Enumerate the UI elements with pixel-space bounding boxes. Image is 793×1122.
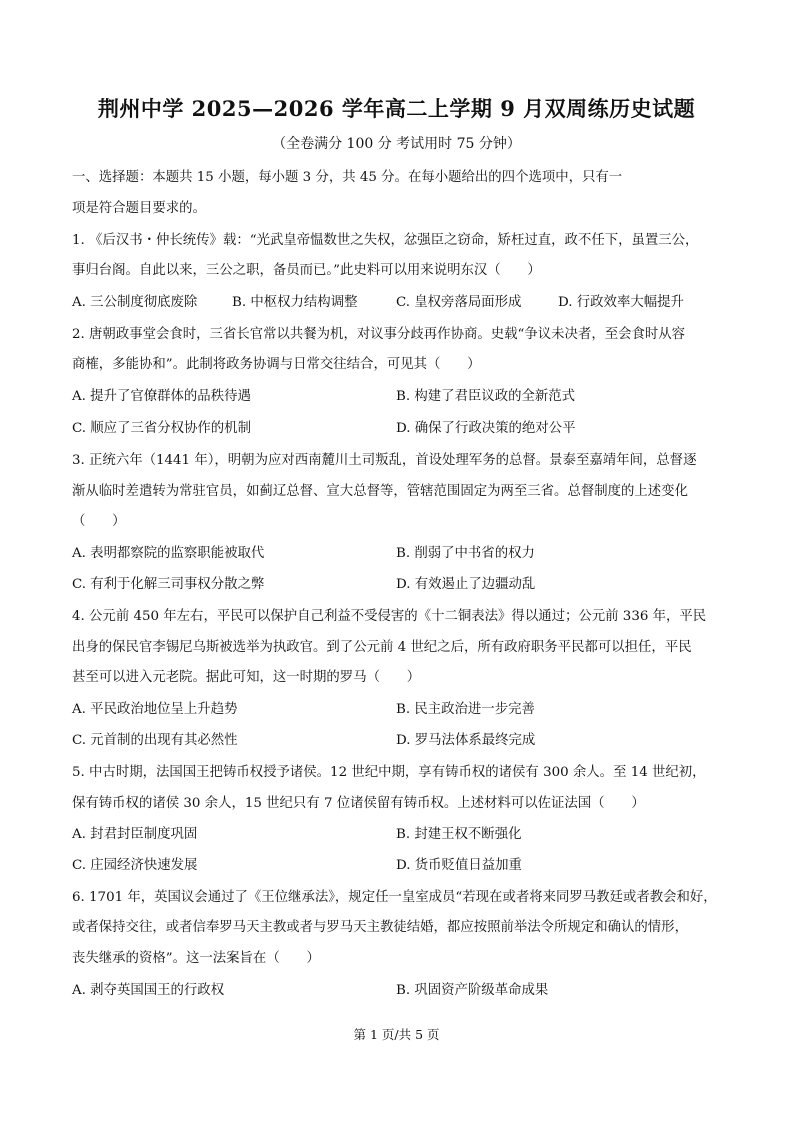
question-3-option-c: C. 有利于化解三司事权分散之弊 [72, 577, 265, 592]
question-2-option-d: D. 确保了行政决策的绝对公平 [396, 421, 576, 436]
question-4-option-c: C. 元首制的出现有其必然性 [72, 733, 238, 748]
question-5-option-d: D. 货币贬值日益加重 [396, 858, 522, 873]
exam-subtitle: （全卷满分 100 分 考试用时 75 分钟） [272, 136, 521, 152]
question-3-option-a: A. 表明都察院的监察职能被取代 [72, 546, 265, 561]
question-5-line-2: 保有铸币权的诸侯 30 余人，15 世纪只有 7 位诸侯留有铸币权。上述材料可以佐证法国（ ） [72, 796, 645, 811]
question-3-option-d: D. 有效遏止了边疆动乱 [396, 577, 536, 592]
question-2-line-1: 2. 唐朝政事堂会食时，三省长官常以共餐为机，对议事分歧再作协商。史载“争议未决者，至会食时从容 [72, 327, 686, 342]
question-2-option-b: B. 构建了君臣议政的全新范式 [396, 389, 576, 404]
question-6-line-3: 丧失继承的资格”。这一法案旨在（ ） [72, 951, 320, 966]
question-2-line-2: 商榷，多能协和”。此制将政务协调与日常交往结合，可见其（ ） [72, 357, 481, 372]
question-4-option-a: A. 平民政治地位呈上升趋势 [72, 702, 238, 717]
question-4-line-2: 出身的保民官李锡尼乌斯被选举为执政官。到了公元前 4 世纪之后，所有政府职务平民都可以担任，平民 [72, 640, 692, 655]
question-3-line-1: 3. 正统六年（1441 年），明朝为应对西南麓川土司叛乱，首设处理军务的总督。景泰至嘉靖年间，总督逐 [72, 453, 697, 468]
question-6-option-b: B. 巩固资产阶级革命成果 [396, 983, 549, 998]
question-1-option-c: C. 皇权旁落局面形成 [396, 295, 522, 310]
question-1-option-d: D. 行政效率大幅提升 [558, 295, 684, 310]
question-4-line-3: 甚至可以进入元老院。据此可知，这一时期的罗马（ ） [72, 670, 421, 685]
section-instruction-line-1: 一、选择题：本题共 15 小题，每小题 3 分，共 45 分。在每小题给出的四个选项中，只有一 [72, 170, 623, 185]
question-5-option-b: B. 封建王权不断强化 [396, 827, 522, 842]
question-6-line-2: 或者保持交往，或者信奉罗马天主教或者与罗马天主教徒结婚，都应按照前举法令所规定和确认的情形， [72, 920, 688, 935]
question-2-option-a: A. 提升了官僚群体的品秩待遇 [72, 389, 251, 404]
question-3-line-3: （ ） [72, 514, 126, 529]
question-4-line-1: 4. 公元前 450 年左右，平民可以保护自己利益不受侵害的《十二铜表法》得以通过；公元前 336 年，平民 [72, 609, 707, 624]
question-3-line-2: 渐从临时差遣转为常驻官员，如蓟辽总督、宣大总督等，管辖范围固定为两至三省。总督制度的上述变化 [72, 484, 688, 499]
question-1-option-a: A. 三公制度彻底废除 [72, 295, 198, 310]
question-3-option-b: B. 削弱了中书省的权力 [396, 546, 535, 561]
page-number: 第 1 页/共 5 页 [353, 1027, 440, 1042]
section-instruction-line-2: 项是符合题目要求的。 [72, 201, 206, 216]
question-6-line-1: 6. 1701 年，英国议会通过了《王位继承法》，规定任一皇室成员“若现在或者将来同罗马教廷或者教会和好， [72, 890, 717, 905]
question-1-option-b: B. 中枢权力结构调整 [232, 295, 358, 310]
question-4-option-b: B. 民主政治进一步完善 [396, 702, 535, 717]
question-4-option-d: D. 罗马法体系最终完成 [396, 733, 536, 748]
question-5-option-c: C. 庄园经济快速发展 [72, 858, 198, 873]
question-5-line-1: 5. 中古时期，法国国王把铸币权授予诸侯。12 世纪中期，享有铸币权的诸侯有 300 余人。至 14 世纪初， [72, 765, 706, 780]
question-1-line-2: 事归台阁。自此以来，三公之职，备员而已。”此史料可以用来说明东汉（ ） [72, 263, 541, 278]
question-5-option-a: A. 封君封臣制度巩固 [72, 827, 198, 842]
exam-title: 荆州中学 2025—2026 学年高二上学期 9 月双周练历史试题 [97, 96, 696, 121]
question-2-option-c: C. 顺应了三省分权协作的机制 [72, 421, 251, 436]
question-6-option-a: A. 剥夺英国国王的行政权 [72, 983, 225, 998]
question-1-line-1: 1. 《后汉书・仲长统传》载：“光武皇帝愠数世之失权，忿强臣之窃命，矫枉过直，政不任下，虽置三公， [72, 233, 699, 248]
